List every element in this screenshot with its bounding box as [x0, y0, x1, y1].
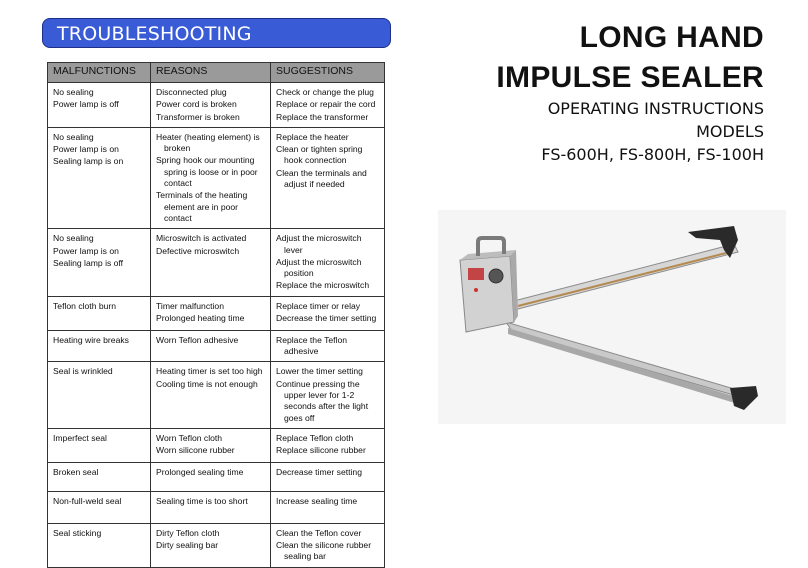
- malfunctions-item: Power lamp is on: [53, 245, 119, 256]
- table-row: [48, 83, 385, 128]
- reasons-item: Dirty sealing bar: [156, 540, 219, 551]
- suggestions-item: Replace silicone rubber: [276, 445, 366, 456]
- malfunctions-cell: [48, 428, 151, 462]
- reasons-cell: [151, 229, 271, 296]
- malfunctions-cell: [48, 491, 151, 523]
- malfunctions-item: Non-full-weld seal: [53, 495, 122, 506]
- product-title-line-1: LONG HAND: [579, 21, 764, 54]
- product-subtitle: [541, 97, 764, 166]
- reasons-item: Timer malfunction: [156, 300, 224, 311]
- malfunctions-item: Imperfect seal: [53, 432, 107, 443]
- table-header-row: [48, 63, 385, 83]
- subtitle-line-2: MODELS: [696, 122, 764, 141]
- impulse-sealer-photo: [438, 210, 786, 424]
- reasons-item: Sealing time is too short: [156, 495, 248, 506]
- suggestions-item: Replace the microswitch: [276, 280, 370, 291]
- reasons-item: Worn Teflon cloth: [156, 432, 223, 443]
- malfunctions-cell: [48, 330, 151, 362]
- suggestions-item: Replace the Teflon adhesive: [276, 334, 348, 357]
- reasons-item: Terminals of the heating element are in poor contact: [156, 190, 248, 223]
- suggestions-item: Clean the Teflon cover: [276, 527, 362, 538]
- table-row: [48, 523, 385, 567]
- suggestions-item: Check or change the plug: [276, 87, 374, 97]
- product-title: [496, 18, 764, 98]
- malfunctions-cell: [48, 127, 151, 228]
- suggestions-cell: [271, 362, 385, 428]
- reasons-item: Prolonged heating time: [156, 313, 245, 324]
- reasons-item: Heater (heating element) is broken: [156, 131, 260, 154]
- suggestions-item: Adjust the microswitch position: [276, 256, 362, 279]
- suggestions-item: Clean the terminals and adjust if needed: [276, 167, 367, 190]
- malfunctions-item: No sealing: [53, 233, 94, 244]
- reasons-item: Cooling time is not enough: [156, 378, 258, 389]
- suggestions-cell: [271, 428, 385, 462]
- suggestions-item: Replace or repair the cord: [276, 99, 376, 110]
- reasons-cell: [151, 428, 271, 462]
- suggestions-item: Replace timer or relay: [276, 300, 361, 311]
- reasons-item: Dirty Teflon cloth: [156, 527, 220, 538]
- malfunctions-item: Power lamp is on: [53, 144, 119, 155]
- table-row: [48, 330, 385, 362]
- suggestions-cell: [271, 127, 385, 228]
- header-suggestions: SUGGESTIONS: [271, 63, 385, 83]
- table-row: [48, 362, 385, 428]
- reasons-item: Spring hook our mounting spring is loose or in poor contact: [156, 155, 258, 189]
- section-banner: [42, 18, 391, 48]
- reasons-item: Heating timer is set too high: [156, 366, 263, 377]
- suggestions-cell: [271, 462, 385, 491]
- header-malfunctions: MALFUNCTIONS: [48, 63, 151, 83]
- reasons-cell: [151, 462, 271, 491]
- suggestions-cell: [271, 83, 385, 128]
- reasons-item: Defective microswitch: [156, 245, 240, 256]
- troubleshooting-table: [47, 62, 385, 568]
- malfunctions-item: Seal sticking: [53, 527, 102, 538]
- product-title-line-2: IMPULSE SEALER: [496, 61, 764, 94]
- table-row: [48, 296, 385, 330]
- reasons-cell: [151, 330, 271, 362]
- table-row: [48, 229, 385, 296]
- model-list: FS-600H, FS-800H, FS-100H: [541, 145, 764, 164]
- suggestions-item: Replace the transformer: [276, 111, 369, 122]
- suggestions-cell: [271, 229, 385, 296]
- suggestions-item: Decrease timer setting: [276, 466, 362, 477]
- suggestions-item: Increase sealing time: [276, 495, 358, 506]
- suggestions-cell: [271, 296, 385, 330]
- suggestions-item: Adjust the microswitch lever: [276, 233, 362, 255]
- suggestions-cell: [271, 491, 385, 523]
- malfunctions-item: No sealing: [53, 131, 94, 142]
- suggestions-item: Decrease the timer setting: [276, 313, 377, 324]
- reasons-item: Worn Teflon adhesive: [156, 334, 239, 345]
- malfunctions-cell: [48, 296, 151, 330]
- malfunctions-cell: [48, 362, 151, 428]
- malfunctions-item: Heating wire breaks: [53, 334, 129, 345]
- table-row: [48, 491, 385, 523]
- subtitle-line-1: OPERATING INSTRUCTIONS: [547, 99, 764, 118]
- reasons-item: Prolonged sealing time: [156, 466, 244, 477]
- table-row: [48, 428, 385, 462]
- table-row: [48, 462, 385, 491]
- header-reasons: REASONS: [151, 63, 271, 83]
- malfunctions-item: Broken seal: [53, 466, 99, 477]
- malfunctions-cell: [48, 229, 151, 296]
- malfunctions-item: Sealing lamp is off: [53, 257, 124, 268]
- suggestions-cell: [271, 523, 385, 567]
- section-title: TROUBLESHOOTING: [57, 23, 252, 45]
- malfunctions-cell: [48, 462, 151, 491]
- malfunctions-cell: [48, 523, 151, 567]
- table-row: [48, 127, 385, 228]
- suggestions-item: Continue pressing the upper lever for 1-2 seconds after the light goes off: [276, 378, 369, 423]
- malfunctions-cell: [48, 83, 151, 128]
- reasons-cell: [151, 491, 271, 523]
- sealer-illustration: [438, 210, 786, 424]
- suggestions-item: Replace Teflon cloth: [276, 432, 354, 443]
- reasons-cell: [151, 296, 271, 330]
- malfunctions-item: Teflon cloth burn: [53, 300, 117, 311]
- malfunctions-item: Seal is wrinkled: [53, 366, 113, 377]
- malfunctions-item: Sealing lamp is on: [53, 156, 124, 167]
- suggestions-cell: [271, 330, 385, 362]
- suggestions-item: Clean the silicone rubber sealing bar: [276, 540, 372, 562]
- suggestions-item: Clean or tighten spring hook connection: [276, 144, 363, 166]
- suggestions-item: Replace the heater: [276, 131, 349, 142]
- reasons-cell: [151, 127, 271, 228]
- reasons-item: Microswitch is activated: [156, 233, 247, 244]
- reasons-item: Disconnected plug: [156, 87, 227, 97]
- reasons-item: Worn silicone rubber: [156, 445, 235, 456]
- malfunctions-item: No sealing: [53, 87, 94, 97]
- reasons-cell: [151, 523, 271, 567]
- reasons-item: Transformer is broken: [156, 111, 240, 122]
- suggestions-item: Lower the timer setting: [276, 366, 363, 377]
- reasons-item: Power cord is broken: [156, 99, 237, 110]
- reasons-cell: [151, 83, 271, 128]
- malfunctions-item: Power lamp is off: [53, 99, 119, 110]
- reasons-cell: [151, 362, 271, 428]
